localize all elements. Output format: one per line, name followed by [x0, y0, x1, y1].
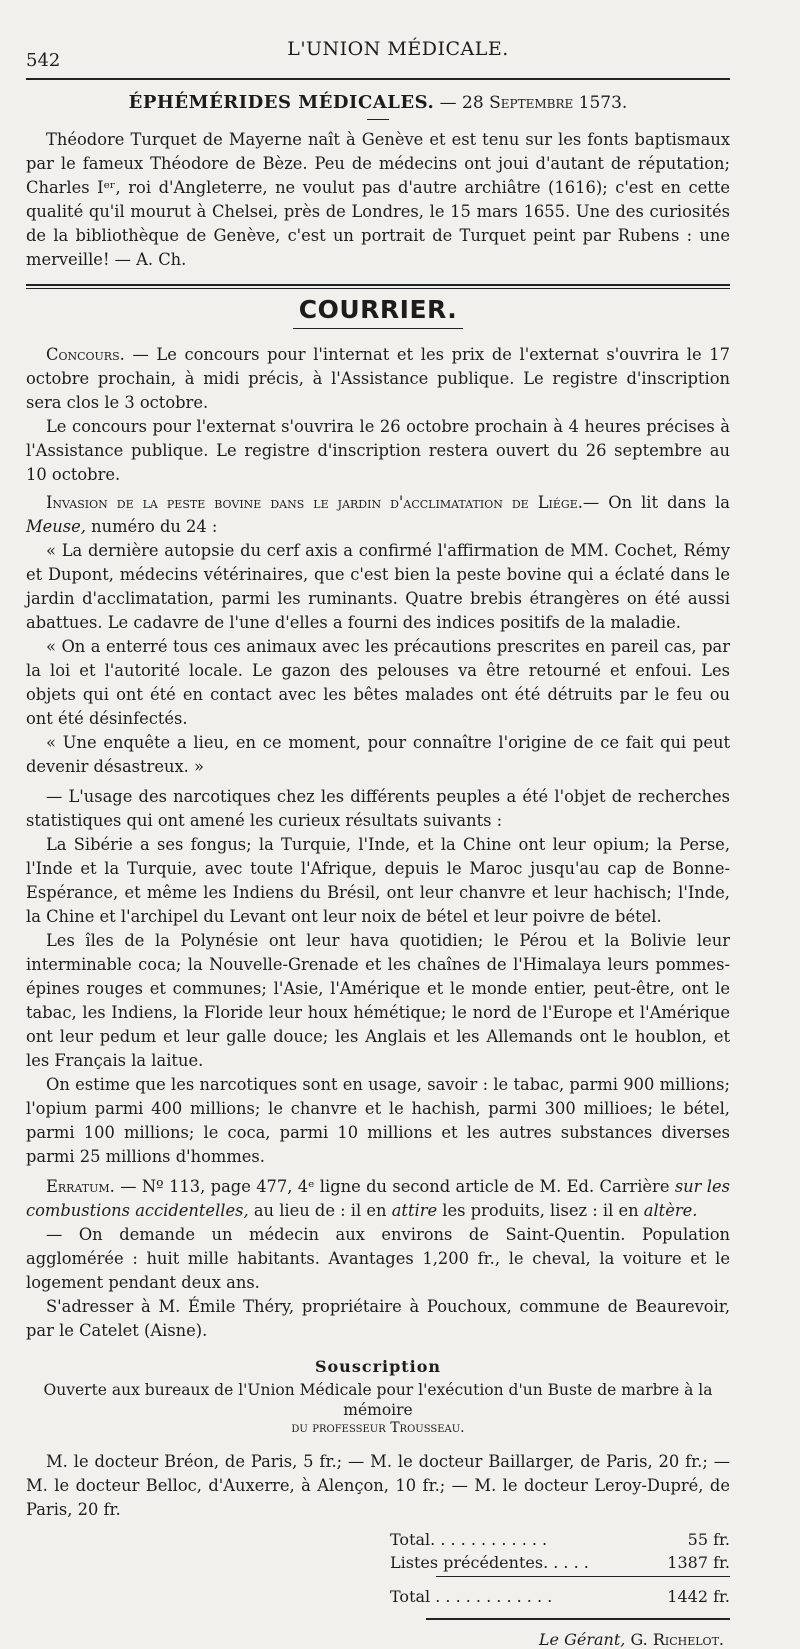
- quote-3: « Une enquête a lieu, en ce moment, pour connaître l'origine de ce fait qui peut devenir désastreux. »: [26, 733, 730, 776]
- totals-table: [26, 1528, 730, 1608]
- erratum-text-b: au lieu de : il en: [248, 1201, 392, 1220]
- concours-paragraph-2: Le concours pour l'externat s'ouvrira le 26 octobre prochain à 4 heures précises à l'Assistance publique. Le registre d'inscription restera ouvert du 26 septembre au 10 octobre.: [26, 417, 730, 484]
- narcotiques-paragraph-3: Les îles de la Polynésie ont leur hava quotidien; le Pérou et la Bolivie leur interminable coca; la Nouvelle-Grenade et les chaînes de l'Himalaya leurs pommes-épines rouges et communes; l'Asie, l'Amérique et le monde entier, peut-être, ont le tabac, les Indiens, la Floride leur houx hémétique; le nord de l'Europe et l'Amérique ont leur pedum et leur galle douce; les Anglais et les Allemands ont le houblon, et les Français la laitue.: [26, 931, 730, 1070]
- invasion-intro-a: — On lit dans la: [582, 493, 730, 512]
- short-divider: [367, 119, 389, 120]
- invasion-paragraph: [26, 491, 730, 539]
- courrier-underline: [293, 328, 463, 329]
- page-number: 542: [26, 50, 61, 71]
- medecin-paragraph-2: S'adresser à M. Émile Théry, propriétaire à Pouchoux, commune de Beaurevoir, par le Catelet (Aisne).: [26, 1297, 730, 1340]
- ephemerides-body: Théodore Turquet de Mayerne naît à Genève et est tenu sur les fonts baptismaux par le fameux Théodore de Bèze. Peu de médecins ont joui d'autant de réputation; Charles Iᵉʳ, roi d'Angleterre, ne voulut pas d'autre archiâtre (1616); c'est en cette qualité qu'il mourut à Chelsei, près de Londres, le 15 mars 1655. Une des curiosités de la bibliothèque de Genève, c'est un portrait de Turquet peint par Rubens : une merveille! — A. Ch.: [26, 130, 730, 269]
- gerant-role: Le Gérant,: [538, 1630, 626, 1649]
- erratum-italic-2: attire: [391, 1201, 438, 1220]
- concours-label: Concours.: [46, 345, 125, 364]
- erratum-text-c: les produits, lisez : il en: [437, 1201, 644, 1220]
- page-header: [26, 38, 730, 72]
- grand-total-amount: 1442 fr.: [667, 1587, 730, 1606]
- ephemerides-heading: [26, 92, 730, 113]
- ephemerides-date: — 28 Septembre 1573.: [439, 93, 628, 113]
- grand-total-row: [26, 1585, 730, 1608]
- gerant-name: G. Richelot.: [630, 1630, 724, 1649]
- totals-row: [26, 1528, 730, 1551]
- narcotiques-paragraph-1: — L'usage des narcotiques chez les différents peuples a été l'objet de recherches statistiques qui ont amené les curieux résultats suivants :: [26, 787, 730, 830]
- section-rule-thin: [26, 288, 730, 289]
- erratum-paragraph: [26, 1175, 730, 1223]
- souscription-subtitle: Ouverte aux bureaux de l'Union Médicale pour l'exécution d'un Buste de marbre à la mémoire: [43, 1381, 713, 1419]
- totals-row-label: Total. . . . . . . . . . . .: [390, 1530, 548, 1549]
- erratum-italic-3: altère.: [643, 1201, 698, 1220]
- narcotiques-paragraph-2: La Sibérie a ses fongus; la Turquie, l'Inde, et la Chine ont leur opium; la Perse, l'Inde et la Turquie, avec toute l'Afrique, depuis le Maroc jusqu'au cap de Bonne-Espérance, et même les Indiens du Brésil, ont leur chanvre et leur hachisch; l'Inde, la Chine et l'archipel du Levant ont leur noix de bétel et leur poivre de bétel.: [26, 835, 730, 926]
- ephemerides-title: ÉPHÉMÉRIDES MÉDICALES.: [128, 92, 435, 113]
- totals-row-label: Listes précédentes. . . . .: [390, 1553, 589, 1572]
- footer-rule: [426, 1618, 730, 1620]
- erratum-text-a: — Nº 113, page 477, 4ᵉ ligne du second article de M. Ed. Carrière: [114, 1177, 675, 1196]
- running-title: L'UNION MÉDICALE.: [287, 38, 509, 60]
- souscription-title: Souscription: [314, 1357, 442, 1376]
- souscription-professor: du professeur Trousseau.: [291, 1420, 465, 1436]
- courrier-title: COURRIER.: [298, 295, 458, 324]
- concours-paragraph: [26, 343, 730, 415]
- invasion-label: Invasion de la peste bovine dans le jardin d'acclimatation de Liége.: [46, 493, 583, 512]
- invasion-intro-meuse: Meuse,: [26, 517, 86, 536]
- quote-1: « La dernière autopsie du cerf axis a confirmé l'affirmation de MM. Cochet, Rémy et Dupont, médecins vétérinaires, que c'est bien la peste bovine qui a éclaté dans le jardin d'acclimatation, parmi les ruminants. Quatre brebis étrangères on été aussi abattues. Le cadavre de l'une d'elles a fourni des indices positifs de la maladie.: [26, 541, 730, 632]
- narcotiques-paragraph-4: On estime que les narcotiques sont en usage, savoir : le tabac, parmi 900 millions; l'opium parmi 400 millions; le chanvre et le hachish, parmi 300 millioes; le bétel, parmi 100 millions; le coca, parmi 10 millions et les autres substances diverses parmi 25 millions d'hommes.: [26, 1075, 730, 1166]
- erratum-italic-1: sur les combustions accidentelles,: [26, 1177, 730, 1220]
- souscription-donors: M. le docteur Bréon, de Paris, 5 fr.; — M. le docteur Baillarger, de Paris, 20 fr.; — M. le docteur Belloc, d'Auxerre, à Alençon, 10 fr.; — M. le docteur Leroy-Dupré, de Paris, 20 fr.: [26, 1452, 730, 1519]
- totals-row: [26, 1551, 730, 1574]
- gerant-signature: [26, 1630, 730, 1649]
- erratum-label: Erratum.: [46, 1177, 115, 1196]
- concours-text: — Le concours pour l'internat et les prix de l'externat s'ouvrira le 17 octobre prochain, à midi précis, à l'Assistance publique. Le registre d'inscription sera clos le 3 octobre.: [26, 345, 730, 412]
- section-rule: [26, 284, 730, 286]
- header-rule: [26, 78, 730, 80]
- totals-row-amount: 55 fr.: [687, 1530, 730, 1549]
- grand-total-label: Total . . . . . . . . . . . .: [390, 1587, 553, 1606]
- quote-2: « On a enterré tous ces animaux avec les précautions prescrites en pareil cas, par la loi et l'autorité locale. Le gazon des pelouses va être retourné et enfoui. Les objets qui ont été en contact avec les bêtes malades ont été détruits par le feu ou ont été désinfectés.: [26, 637, 730, 728]
- invasion-intro-b: numéro du 24 :: [85, 517, 218, 536]
- medecin-paragraph-1: — On demande un médecin aux environs de Saint-Quentin. Population agglomérée : huit mille habitants. Avantages 1,200 fr., le cheval, la voiture et le logement pendant deux ans.: [26, 1225, 730, 1292]
- totals-row-amount: 1387 fr.: [667, 1553, 730, 1572]
- totals-rule: [436, 1576, 730, 1577]
